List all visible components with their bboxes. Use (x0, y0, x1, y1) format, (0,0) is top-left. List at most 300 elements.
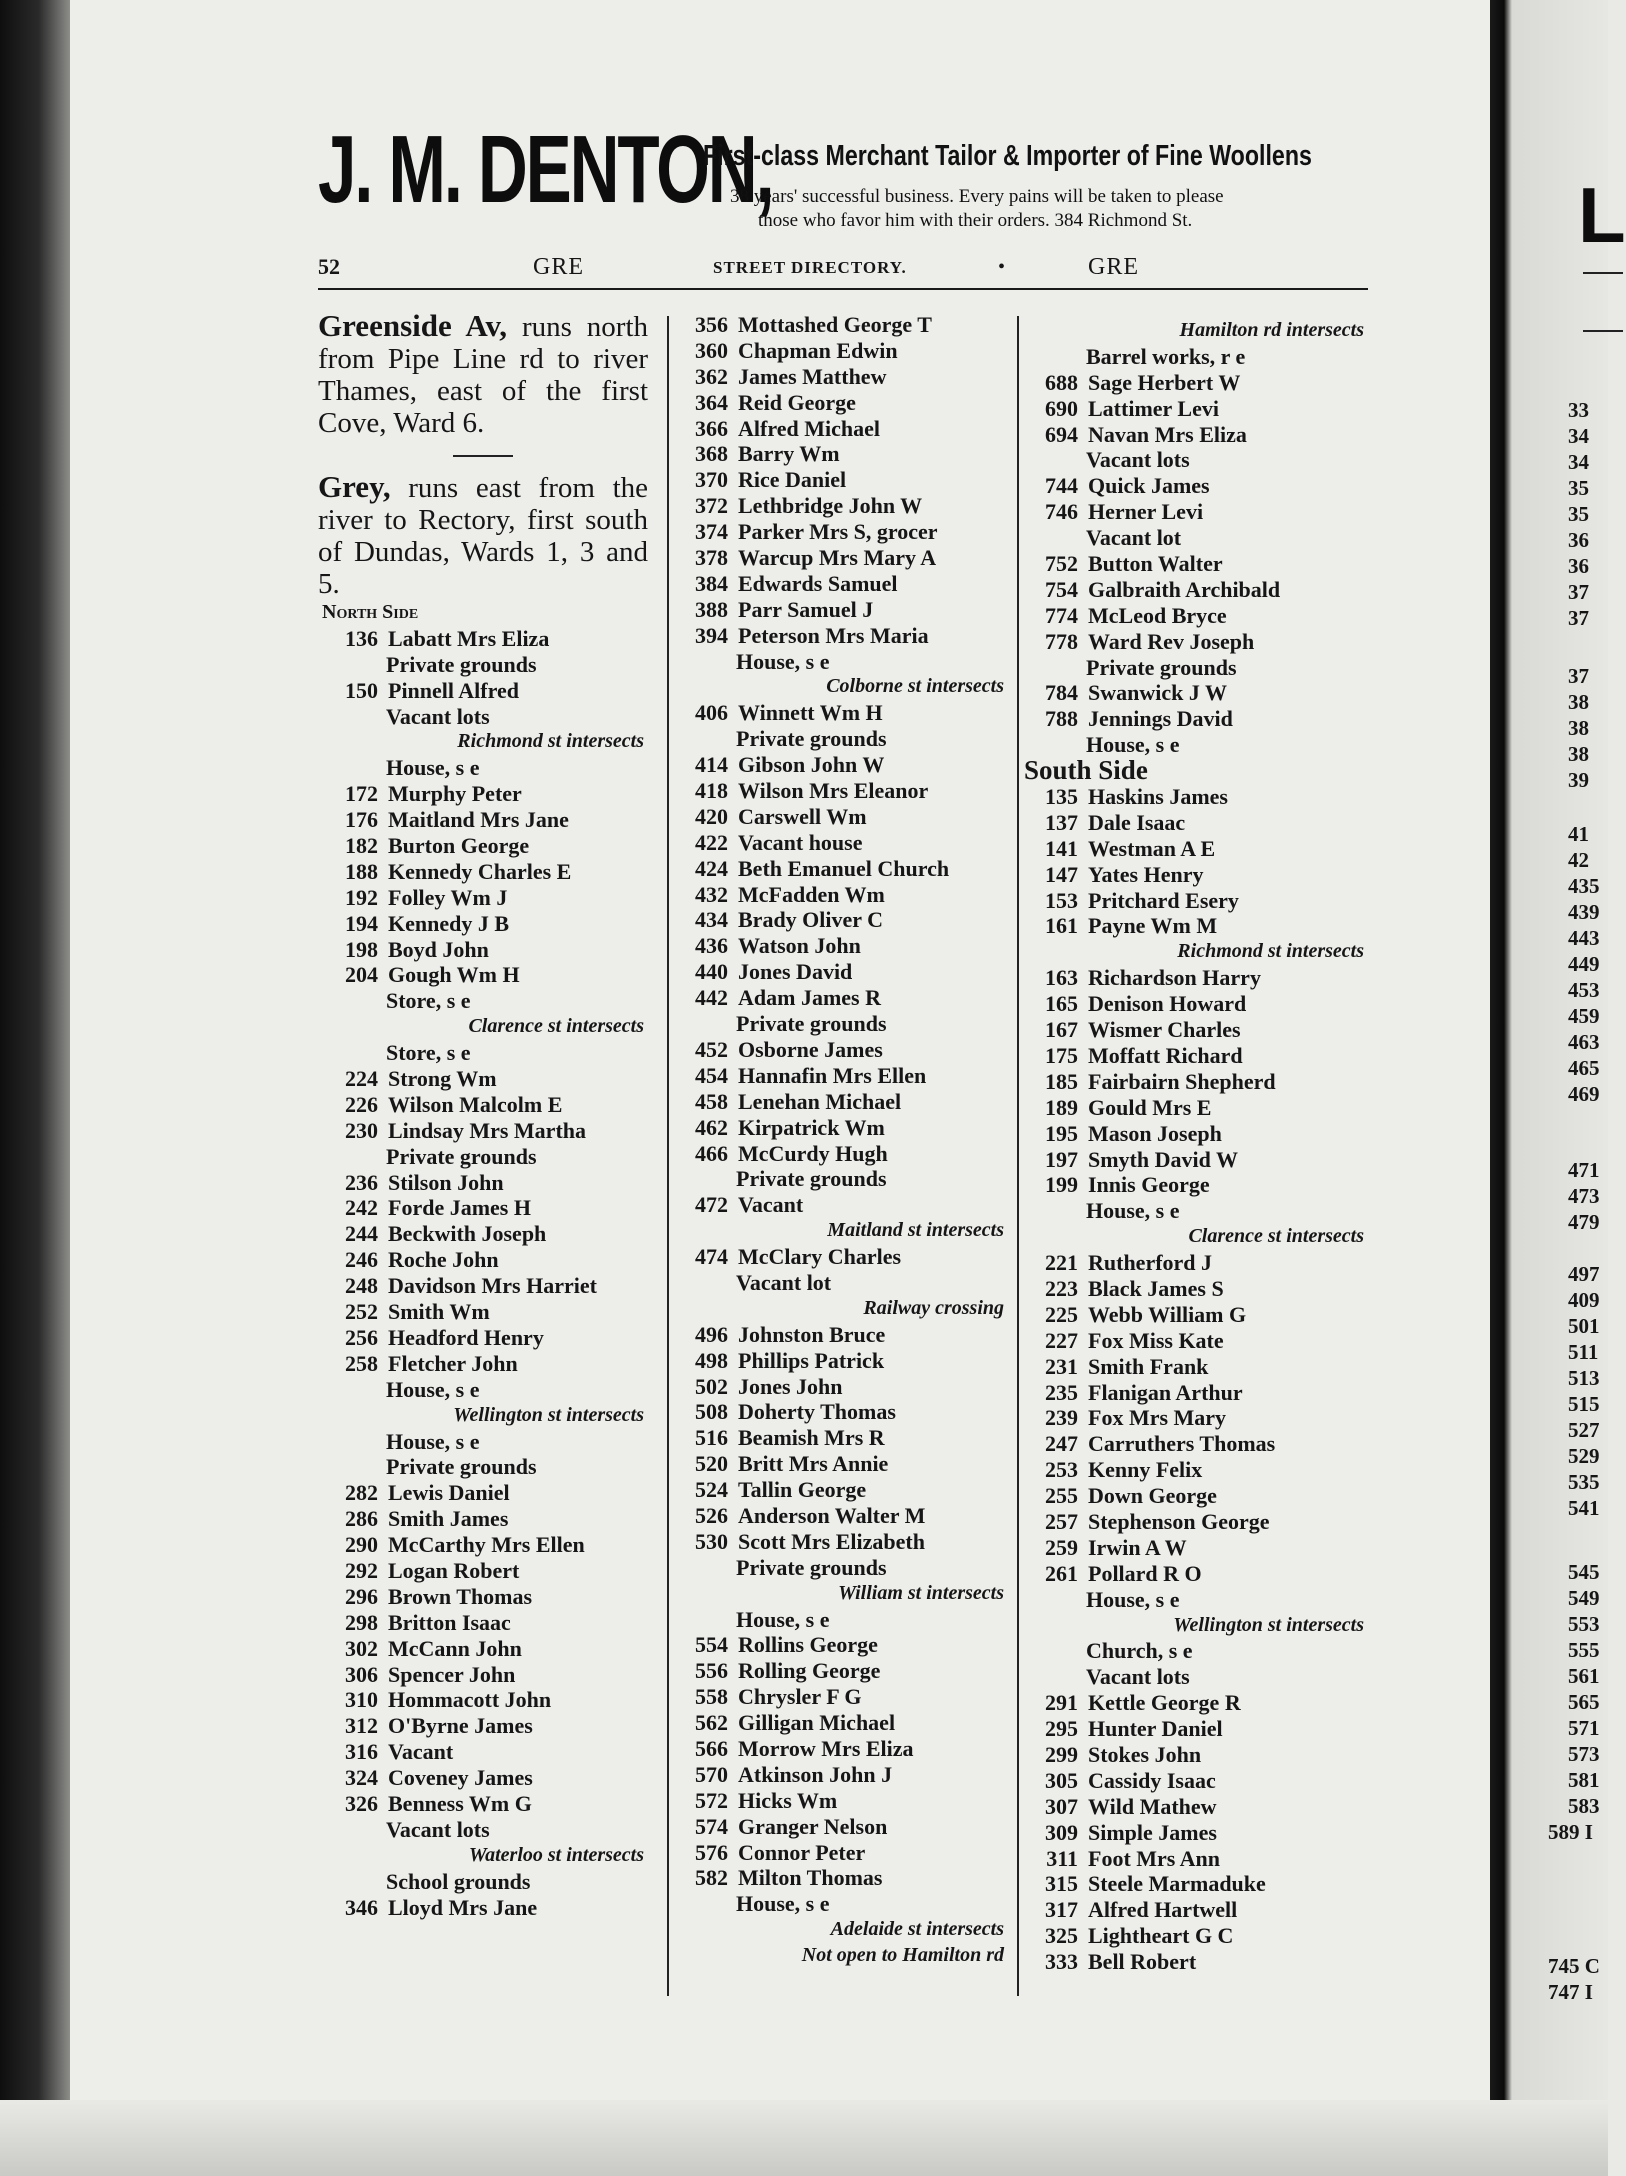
directory-entry (668, 1115, 1008, 1141)
house-number: 384 (695, 570, 728, 596)
house-number: 257 (1045, 1508, 1078, 1534)
resident-name: Kennedy Charles E (388, 858, 572, 884)
intersection-note: Wellington st intersects (1173, 1613, 1364, 1636)
house-number: 167 (1045, 1017, 1078, 1043)
directory-entry (668, 1322, 1008, 1348)
resident-name: Brown Thomas (388, 1583, 533, 1609)
next-page-number: 561 (1568, 1664, 1600, 1688)
street-heading (318, 471, 648, 600)
house-number: 432 (695, 881, 728, 907)
directory-entry (1018, 629, 1368, 655)
section-dash (453, 455, 513, 457)
directory-entry (668, 1632, 1008, 1658)
house-number: 406 (695, 700, 728, 726)
house-number: 311 (1046, 1845, 1078, 1871)
resident-name: Davidson Mrs Harriet (388, 1273, 597, 1299)
directory-entry (1018, 1535, 1368, 1561)
directory-entry (1018, 1069, 1368, 1095)
resident-name: Peterson Mrs Maria (738, 622, 929, 648)
scan-bottom-shadow (0, 2100, 1608, 2176)
house-number: 346 (345, 1894, 378, 1920)
directory-column-1 (318, 308, 648, 1920)
directory-entry (1018, 1095, 1368, 1121)
house-number: 326 (345, 1790, 378, 1816)
next-page-number: 37 (1568, 664, 1589, 688)
resident-name: House, s e (386, 1376, 480, 1402)
directory-entry (318, 885, 648, 911)
resident-name: McCann John (388, 1635, 522, 1661)
resident-name: Tallin George (738, 1477, 867, 1503)
house-number: 420 (695, 803, 728, 829)
house-number: 242 (345, 1195, 378, 1221)
next-page-number: 443 (1568, 926, 1600, 950)
running-head (318, 248, 1368, 290)
house-number: 574 (695, 1813, 728, 1839)
directory-entry (1018, 1172, 1368, 1198)
house-number: 172 (345, 781, 378, 807)
resident-name: Wismer Charles (1088, 1017, 1241, 1043)
house-number: 185 (1045, 1068, 1078, 1094)
next-page-number: 469 (1568, 1082, 1600, 1106)
directory-entry (318, 1869, 648, 1895)
next-page-number: 581 (1568, 1768, 1600, 1792)
directory-entry (318, 1247, 648, 1273)
resident-name: Quick James (1088, 473, 1210, 499)
next-page-number: 515 (1568, 1392, 1600, 1416)
house-number: 253 (1045, 1457, 1078, 1483)
next-page-number: 465 (1568, 1056, 1600, 1080)
resident-name: Stilson John (388, 1169, 504, 1195)
resident-name: O'Byrne James (388, 1713, 533, 1739)
house-number: 774 (1045, 602, 1078, 628)
resident-name: Carruthers Thomas (1088, 1431, 1276, 1457)
house-number: 136 (345, 625, 378, 651)
resident-name: Chrysler F G (738, 1684, 862, 1710)
resident-name: Lenehan Michael (738, 1088, 902, 1114)
resident-name: Labatt Mrs Eliza (388, 625, 550, 651)
advertiser-tagline: First-class Merchant Tailor & Importer of Fine Woollens (703, 140, 1312, 172)
directory-entry (668, 752, 1008, 778)
house-number: 189 (1045, 1094, 1078, 1120)
house-number: 299 (1045, 1741, 1078, 1767)
house-number: 256 (345, 1324, 378, 1350)
house-number: 258 (345, 1350, 378, 1376)
house-number: 176 (345, 807, 378, 833)
directory-entry (668, 804, 1008, 830)
directory-entry (318, 1299, 648, 1325)
directory-entry (318, 1791, 648, 1817)
house-number: 182 (345, 833, 378, 859)
directory-entry (668, 1451, 1008, 1477)
house-number: 520 (695, 1451, 728, 1477)
resident-name: Denison Howard (1088, 991, 1247, 1017)
directory-entry (668, 1891, 1008, 1917)
directory-entry (668, 623, 1008, 649)
directory-entry (318, 1480, 648, 1506)
directory-entry (318, 1454, 648, 1480)
directory-entry (668, 933, 1008, 959)
next-page-rule (1583, 272, 1623, 274)
directory-entry (318, 1558, 648, 1584)
resident-name: Phillips Patrick (738, 1347, 885, 1373)
house-number: 690 (1045, 395, 1078, 421)
house-number: 141 (1045, 835, 1078, 861)
resident-name: McCarthy Mrs Ellen (388, 1532, 585, 1558)
resident-name: Store, s e (386, 988, 471, 1014)
resident-name: Herner Levi (1088, 499, 1204, 525)
directory-entry (318, 1584, 648, 1610)
next-page-number: 555 (1568, 1638, 1600, 1662)
next-page-number: 38 (1568, 742, 1589, 766)
directory-entry (668, 467, 1008, 493)
directory-entry (668, 1166, 1008, 1192)
next-page-number: 453 (1568, 978, 1600, 1002)
house-number: 502 (695, 1373, 728, 1399)
house-number: 530 (695, 1528, 728, 1554)
directory-entry (1018, 1664, 1368, 1690)
directory-entry (1018, 1897, 1368, 1923)
resident-name: Kirpatrick Wm (738, 1114, 885, 1140)
intersection-note: Clarence st intersects (468, 1015, 644, 1038)
directory-entry (1018, 1638, 1368, 1664)
resident-name: Galbraith Archibald (1088, 576, 1281, 602)
resident-name: Private grounds (736, 1166, 887, 1192)
resident-name: Payne Wm M (1088, 913, 1218, 939)
directory-entry (318, 988, 648, 1014)
directory-entry (318, 1325, 648, 1351)
resident-name: Innis George (1088, 1172, 1210, 1198)
directory-entry (668, 1840, 1008, 1866)
directory-entry (1018, 1431, 1368, 1457)
house-number: 315 (1045, 1871, 1078, 1897)
resident-name: Store, s e (386, 1040, 471, 1066)
directory-entry (318, 1377, 648, 1403)
advertisement-header (318, 118, 1368, 248)
house-number: 165 (1045, 991, 1078, 1017)
house-number: 282 (345, 1480, 378, 1506)
resident-name: Maitland Mrs Jane (388, 807, 569, 833)
resident-name: Private grounds (386, 651, 537, 677)
directory-entry (1018, 525, 1368, 551)
resident-name: McLeod Bryce (1088, 602, 1227, 628)
house-number: 524 (695, 1477, 728, 1503)
directory-entry (1018, 1147, 1368, 1173)
resident-name: Headford Henry (388, 1324, 544, 1350)
intersection-note: Richmond st intersects (457, 730, 644, 753)
resident-name: Jones David (738, 959, 853, 985)
house-number: 239 (1045, 1405, 1078, 1431)
directory-entry (668, 390, 1008, 416)
directory-entry (318, 1532, 648, 1558)
resident-name: Stokes John (1088, 1741, 1202, 1767)
house-number: 746 (1045, 499, 1078, 525)
directory-entry (1018, 888, 1368, 914)
house-number: 248 (345, 1273, 378, 1299)
directory-entry (668, 338, 1008, 364)
house-number: 576 (695, 1839, 728, 1865)
resident-name: McClary Charles (738, 1244, 902, 1270)
resident-name: Logan Robert (388, 1557, 520, 1583)
house-number: 372 (695, 493, 728, 519)
intersection-note: Maitland st intersects (827, 1219, 1004, 1242)
resident-name: Winnett Wm H (738, 700, 883, 726)
scan-edge-left (0, 0, 70, 2176)
house-number: 356 (695, 312, 728, 337)
resident-name: Vacant (738, 1192, 804, 1218)
house-number: 778 (1045, 628, 1078, 654)
resident-name: Rollins George (738, 1632, 878, 1658)
directory-entry (668, 1348, 1008, 1374)
resident-name: Vacant lots (386, 1816, 490, 1842)
resident-name: Anderson Walter M (738, 1502, 926, 1528)
next-page-number: 449 (1568, 952, 1600, 976)
resident-name: Beckwith Joseph (388, 1221, 547, 1247)
directory-entry (318, 1739, 648, 1765)
resident-name: Wilson Malcolm E (388, 1091, 563, 1117)
directory-entry (1018, 655, 1368, 681)
directory-entry (318, 1636, 648, 1662)
directory-entry (668, 1788, 1008, 1814)
resident-name: Hannafin Mrs Ellen (738, 1062, 927, 1088)
house-number: 466 (695, 1140, 728, 1166)
resident-name: Vacant lots (386, 703, 490, 729)
directory-entry (1018, 1017, 1368, 1043)
house-number: 225 (1045, 1301, 1078, 1327)
directory-entry (1018, 1457, 1368, 1483)
resident-name: Church, s e (1086, 1638, 1193, 1664)
next-page-rule (1583, 330, 1623, 332)
directory-column-3 (1018, 318, 1368, 1975)
house-number: 292 (345, 1557, 378, 1583)
house-number: 150 (345, 677, 378, 703)
resident-name: Mottashed George T (738, 312, 932, 337)
resident-name: Beamish Mrs R (738, 1425, 885, 1451)
next-page-number: 41 (1568, 822, 1589, 846)
house-number: 418 (695, 778, 728, 804)
resident-name: Down George (1088, 1483, 1217, 1509)
house-number: 135 (1045, 784, 1078, 810)
resident-name: Milton Thomas (738, 1865, 883, 1891)
directory-entry (318, 1713, 648, 1739)
directory-entry (318, 652, 648, 678)
directory-entry (1018, 1509, 1368, 1535)
resident-name: Carswell Wm (738, 803, 867, 829)
running-head-mark: • (998, 256, 1006, 278)
directory-entry (1018, 706, 1368, 732)
directory-entry (1018, 1587, 1368, 1613)
resident-name: Haskins James (1088, 784, 1228, 810)
directory-entry (668, 597, 1008, 623)
resident-name: Fairbairn Shepherd (1088, 1068, 1276, 1094)
resident-name: Irwin A W (1088, 1534, 1187, 1560)
running-head-right-key: GRE (1088, 254, 1139, 280)
resident-name: Vacant house (738, 829, 863, 855)
resident-name: Lloyd Mrs Jane (388, 1894, 538, 1920)
house-number: 508 (695, 1399, 728, 1425)
next-page-number: 545 (1568, 1560, 1600, 1584)
directory-entry (668, 1555, 1008, 1581)
directory-entry (1018, 344, 1368, 370)
directory-entry (668, 1529, 1008, 1555)
directory-entry (1018, 1276, 1368, 1302)
directory-entry (1018, 1871, 1368, 1897)
house-number: 788 (1045, 706, 1078, 732)
house-number: 221 (1045, 1250, 1078, 1276)
resident-name: Britton Isaac (388, 1609, 511, 1635)
house-number: 255 (1045, 1483, 1078, 1509)
resident-name: Rolling George (738, 1658, 881, 1684)
next-page-number: 35 (1568, 502, 1589, 526)
resident-name: Hunter Daniel (1088, 1716, 1223, 1742)
directory-entry (668, 907, 1008, 933)
directory-entry (318, 704, 648, 730)
directory-entry (668, 1425, 1008, 1451)
intersection-note: Colborne st intersects (826, 675, 1004, 698)
resident-name: Richardson Harry (1088, 965, 1261, 991)
resident-name: Vacant lots (1086, 1664, 1190, 1690)
resident-name: House, s e (386, 1428, 480, 1454)
directory-column-2 (668, 312, 1008, 1969)
resident-name: Pollard R O (1088, 1560, 1202, 1586)
resident-name: Edwards Samuel (738, 570, 898, 596)
house-number: 754 (1045, 576, 1078, 602)
resident-name: Dale Isaac (1088, 809, 1186, 835)
next-page-number: 39 (1568, 768, 1589, 792)
resident-name: Vacant (388, 1739, 454, 1765)
directory-entry (668, 1684, 1008, 1710)
house-number: 472 (695, 1192, 728, 1218)
directory-entry (1018, 1820, 1368, 1846)
directory-entry (1018, 1949, 1368, 1975)
directory-entry (318, 626, 648, 652)
directory-entry (668, 1089, 1008, 1115)
resident-name: Lightheart G C (1088, 1923, 1234, 1949)
directory-entry (668, 1374, 1008, 1400)
resident-name: Connor Peter (738, 1839, 866, 1865)
directory-entry (668, 1141, 1008, 1167)
next-page-number: 565 (1568, 1690, 1600, 1714)
resident-name: Yates Henry (1088, 861, 1204, 887)
resident-name: Johnston Bruce (738, 1321, 886, 1347)
house-number: 572 (695, 1787, 728, 1813)
resident-name: Strong Wm (388, 1066, 497, 1092)
directory-entry (668, 545, 1008, 571)
next-page-number: 459 (1568, 1004, 1600, 1028)
house-number: 204 (345, 962, 378, 988)
resident-name: Kenny Felix (1088, 1457, 1203, 1483)
next-page-number: 463 (1568, 1030, 1600, 1054)
house-number: 199 (1045, 1172, 1078, 1198)
house-number: 570 (695, 1761, 728, 1787)
directory-entry (1018, 551, 1368, 577)
street-name: Grey, (318, 469, 391, 504)
directory-entry (318, 911, 648, 937)
house-number: 195 (1045, 1120, 1078, 1146)
house-number: 784 (1045, 680, 1078, 706)
intersection-note: Railway crossing (863, 1296, 1004, 1319)
house-number: 452 (695, 1036, 728, 1062)
intersection-note: Hamilton rd intersects (1179, 319, 1364, 341)
directory-entry (668, 1607, 1008, 1633)
directory-entry (1018, 1380, 1368, 1406)
directory-entry (318, 1118, 648, 1144)
resident-name: Vacant lots (1086, 447, 1190, 473)
resident-name: James Matthew (738, 363, 887, 389)
resident-name: Smith Frank (1088, 1353, 1209, 1379)
resident-name: Stephenson George (1088, 1508, 1270, 1534)
house-number: 374 (695, 519, 728, 545)
resident-name: Rutherford J (1088, 1250, 1213, 1276)
resident-name: Britt Mrs Annie (738, 1451, 889, 1477)
directory-entry (668, 856, 1008, 882)
intersection-note: Not open to Hamilton rd (801, 1944, 1004, 1967)
directory-entry (1018, 1716, 1368, 1742)
house-number: 188 (345, 858, 378, 884)
next-page-number: 513 (1568, 1366, 1600, 1390)
next-page-number: 497 (1568, 1262, 1600, 1286)
street-description: runs east from the river to Rectory, first south of Dundas, Wards 1, 3 and 5. (318, 472, 648, 600)
directory-entry (318, 781, 648, 807)
house-number: 290 (345, 1532, 378, 1558)
house-number: 744 (1045, 473, 1078, 499)
house-number: 197 (1045, 1146, 1078, 1172)
resident-name: Watson John (738, 933, 861, 959)
resident-name: Adam James R (738, 985, 881, 1011)
house-number: 317 (1045, 1897, 1078, 1923)
resident-name: Coveney James (388, 1765, 533, 1791)
house-number: 324 (345, 1765, 378, 1791)
next-page-number: 501 (1568, 1314, 1600, 1338)
directory-entry (318, 1687, 648, 1713)
house-number: 474 (695, 1244, 728, 1270)
house-number: 226 (345, 1091, 378, 1117)
directory-entry (1018, 422, 1368, 448)
directory-entry (1018, 447, 1368, 473)
resident-name: Mason Joseph (1088, 1120, 1222, 1146)
house-number: 227 (1045, 1327, 1078, 1353)
next-page-number: 35 (1568, 476, 1589, 500)
directory-entry (668, 985, 1008, 1011)
directory-entry (668, 882, 1008, 908)
next-page-number: 439 (1568, 900, 1600, 924)
directory-entry (668, 1192, 1008, 1218)
directory-entry (318, 1066, 648, 1092)
resident-name: Gough Wm H (388, 962, 520, 988)
directory-entry (1018, 1121, 1368, 1147)
directory-entry (1018, 1250, 1368, 1276)
directory-entry (1018, 603, 1368, 629)
next-page-number: 511 (1568, 1340, 1599, 1364)
directory-entry (1018, 810, 1368, 836)
resident-name: Wilson Mrs Eleanor (738, 778, 929, 804)
directory-entry (668, 1710, 1008, 1736)
directory-entry (1018, 784, 1368, 810)
directory-entry (668, 1399, 1008, 1425)
house-number: 440 (695, 959, 728, 985)
directory-entry (668, 649, 1008, 675)
advertiser-name: J. M. DENTON, (318, 116, 773, 223)
directory-entry (668, 1658, 1008, 1684)
house-number: 244 (345, 1221, 378, 1247)
resident-name: Chapman Edwin (738, 337, 898, 363)
house-number: 224 (345, 1066, 378, 1092)
resident-name: Jennings David (1088, 706, 1233, 732)
directory-entry (668, 312, 1008, 338)
resident-name: Burton George (388, 833, 530, 859)
house-number: 316 (345, 1739, 378, 1765)
directory-entry (1018, 370, 1368, 396)
house-number: 175 (1045, 1042, 1078, 1068)
